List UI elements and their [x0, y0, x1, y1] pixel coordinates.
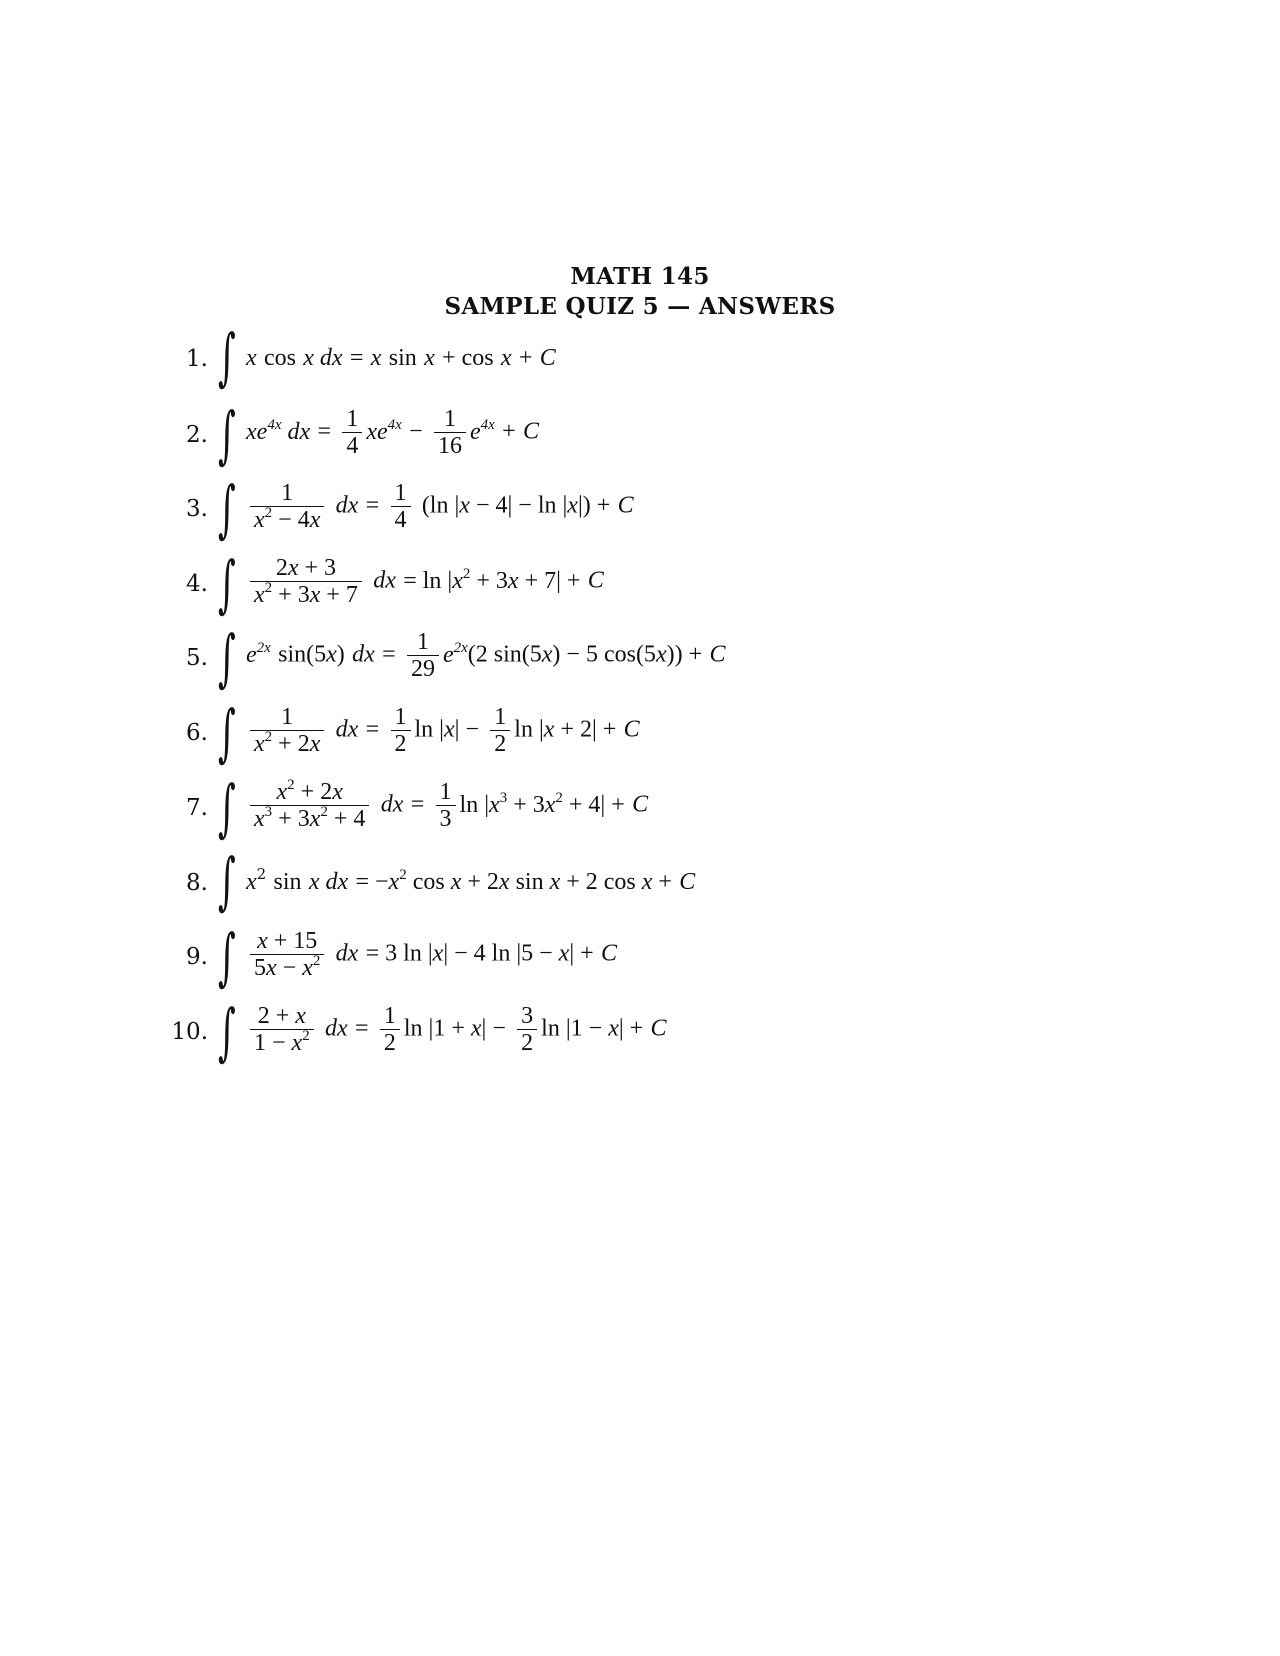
problem-expression: $e^{2x}$ sin(5x) dx = $\frac{1}{29}$ $e^{2x}(2$ sin(5x) − 5 cos(5x)) + C — [246, 629, 726, 682]
problem-number: 2. — [186, 422, 208, 448]
problem-1 — [0, 320, 1280, 410]
problem-7 — [0, 771, 1280, 847]
problem-expression: $\frac{x + 15}{5x - x^2}$ dx = 3 ln |x| − 4 ln |5 − x| + C — [246, 928, 617, 981]
integral-sign: ∫ — [218, 995, 236, 1068]
problem-6 — [0, 696, 1280, 772]
problem-4 — [0, 547, 1280, 623]
problem-number: 9. — [186, 944, 208, 970]
problem-number: 6. — [186, 720, 208, 746]
course-title: MATH 145 — [570, 263, 710, 290]
integral-sign: ∫ — [218, 472, 236, 545]
problem-number: 4. — [186, 571, 208, 597]
problem-5 — [0, 621, 1280, 697]
problem-number: 5. — [186, 645, 208, 671]
integral-sign: ∫ — [218, 320, 236, 393]
problem-10 — [0, 995, 1280, 1071]
problem-8 — [0, 844, 1280, 934]
problem-expression: $\frac{x^2 + 2x}{x^3 + 3x^2 + 4}$ dx = $\frac{1}{3}$ $\ln |x^3 + 3x^2 + 4| + C$ — [246, 779, 648, 832]
integral-sign: ∫ — [218, 771, 236, 844]
integral-sign: ∫ — [218, 547, 236, 620]
problem-number: 8. — [186, 870, 208, 896]
document-header — [0, 262, 1280, 322]
integral-sign: ∫ — [218, 920, 236, 993]
problem-2 — [0, 398, 1280, 474]
problem-expression: $\frac{2 + x}{1 - x^2}$ dx = $\frac{1}{2}$ ln |1 + x| − $\frac{3}{2}$ ln |1 − x| + C — [246, 1003, 667, 1056]
quiz-title: SAMPLE QUIZ 5 — ANSWERS — [444, 293, 836, 320]
problem-expression: $\frac{1}{x^2 - 4x}$ dx = $\frac{1}{4}$ (ln |x − 4| − ln |x|) + C — [246, 480, 634, 533]
problem-number: 7. — [186, 795, 208, 821]
problem-expression: $\frac{1}{x^2 + 2x}$ dx = $\frac{1}{2}$ ln |x| − $\frac{1}{2}$ ln |x + 2| + C — [246, 704, 640, 757]
problem-expression: x cos x dx = x sin x + cos x + C — [246, 345, 556, 371]
problem-3 — [0, 472, 1280, 548]
integral-sign: ∫ — [218, 696, 236, 769]
problem-expression: $\frac{2x + 3}{x^2 + 3x + 7}$ dx = $\ln |x^2 + 3x + 7| + C$ — [246, 555, 604, 608]
problem-expression: $xe^{4x}$ dx = $\frac{1}{4}$ $xe^{4x}$ − $\frac{1}{16}$ $e^{4x} + C$ — [246, 406, 539, 459]
problem-9 — [0, 920, 1280, 996]
problem-expression: $x^2$ sin x dx = $-x^2$ cos x + 2x sin x + 2 cos x + C — [246, 865, 696, 895]
problem-number: 3. — [186, 496, 208, 522]
integral-sign: ∫ — [218, 398, 236, 471]
problem-number: 10. — [171, 1019, 208, 1045]
problem-number: 1. — [186, 346, 208, 372]
integral-sign: ∫ — [218, 844, 236, 917]
integral-sign: ∫ — [218, 621, 236, 694]
